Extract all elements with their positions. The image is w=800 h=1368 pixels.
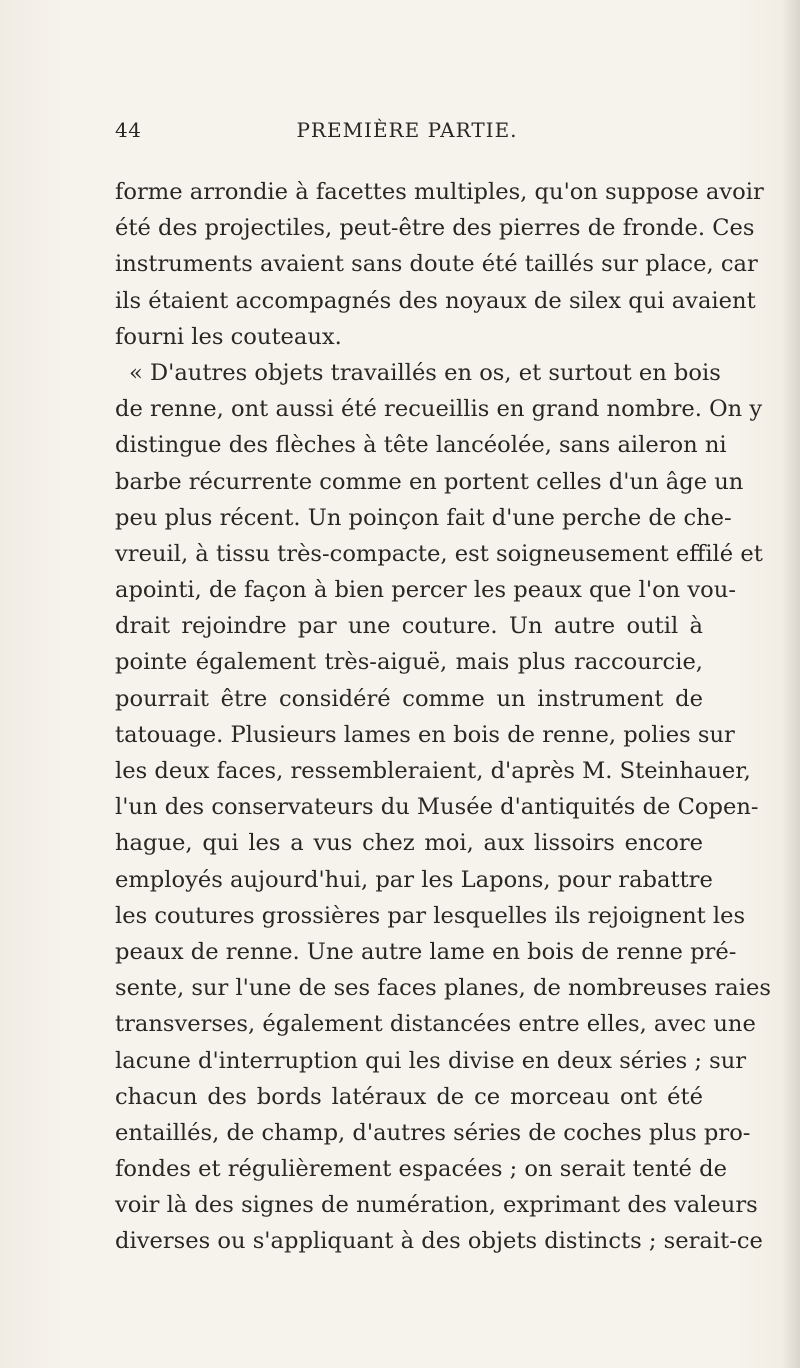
text-line: entaillés, de champ, d'autres séries de coches plus pro-	[115, 1119, 751, 1146]
text-line: ils étaient accompagnés des noyaux de silex qui avaient	[115, 287, 756, 314]
text-line: tatouage. Plusieurs lames en bois de renne, polies sur	[115, 721, 735, 748]
page-number: 44	[115, 118, 142, 142]
running-title: PREMIÈRE PARTIE.	[296, 118, 518, 142]
text-line: hague, qui les a vus chez moi, aux lissoirs encore	[115, 830, 703, 857]
text-line: l'un des conservateurs du Musée d'antiquités de Copen-	[115, 794, 759, 821]
text-line: pointe également très-aiguë, mais plus raccourcie,	[115, 649, 703, 676]
text-line: barbe récurrente comme en portent celles d'un âge un	[115, 468, 744, 495]
text-line: diverses ou s'appliquant à des objets distincts ; serait-ce	[115, 1228, 763, 1255]
text-line: distingue des flèches à tête lancéolée, sans aileron ni	[115, 432, 727, 459]
text-line: de renne, ont aussi été recueillis en grand nombre. On y	[115, 396, 763, 423]
text-line: lacune d'interruption qui les divise en deux séries ; sur	[115, 1047, 747, 1074]
text-line: sente, sur l'une de ses faces planes, de nombreuses raies	[115, 975, 771, 1002]
text-line: apointi, de façon à bien percer les peaux que l'on vou-	[115, 577, 736, 604]
page-edge-shadow	[782, 0, 800, 1368]
page-header	[115, 118, 699, 148]
text-line: forme arrondie à facettes multiples, qu'on suppose avoir	[115, 179, 764, 205]
text-line: les deux faces, ressembleraient, d'après M. Steinhauer,	[115, 758, 751, 784]
text-line: été des projectiles, peut-être des pierres de fronde. Ces	[115, 215, 755, 242]
text-line: drait rejoindre par une couture. Un autre outil à	[115, 613, 703, 640]
text-line: voir là des signes de numération, exprimant des valeurs	[115, 1192, 758, 1219]
body-text	[115, 174, 771, 1260]
text-line: les coutures grossières par lesquelles ils rejoignent les	[115, 902, 746, 929]
text-line: transverses, également distancées entre elles, avec une	[115, 1011, 756, 1038]
text-line: fondes et régulièrement espacées ; on serait tenté de	[115, 1156, 727, 1183]
text-line: peu plus récent. Un poinçon fait d'une perche de che-	[115, 504, 732, 531]
text-line: « D'autres objets travaillés en os, et surtout en bois	[129, 359, 721, 386]
text-line: vreuil, à tissu très-compacte, est soigneusement effilé et	[115, 540, 763, 567]
text-line: peaux de renne. Une autre lame en bois de renne pré-	[115, 938, 737, 965]
text-line: chacun des bords latéraux de ce morceau ont été	[115, 1083, 703, 1110]
text-line: employés aujourd'hui, par les Lapons, pour rabattre	[115, 866, 713, 893]
text-line: fourni les couteaux.	[115, 323, 342, 350]
text-line: pourrait être considéré comme un instrument de	[115, 685, 703, 712]
text-line: instruments avaient sans doute été taillés sur place, car	[115, 251, 758, 278]
